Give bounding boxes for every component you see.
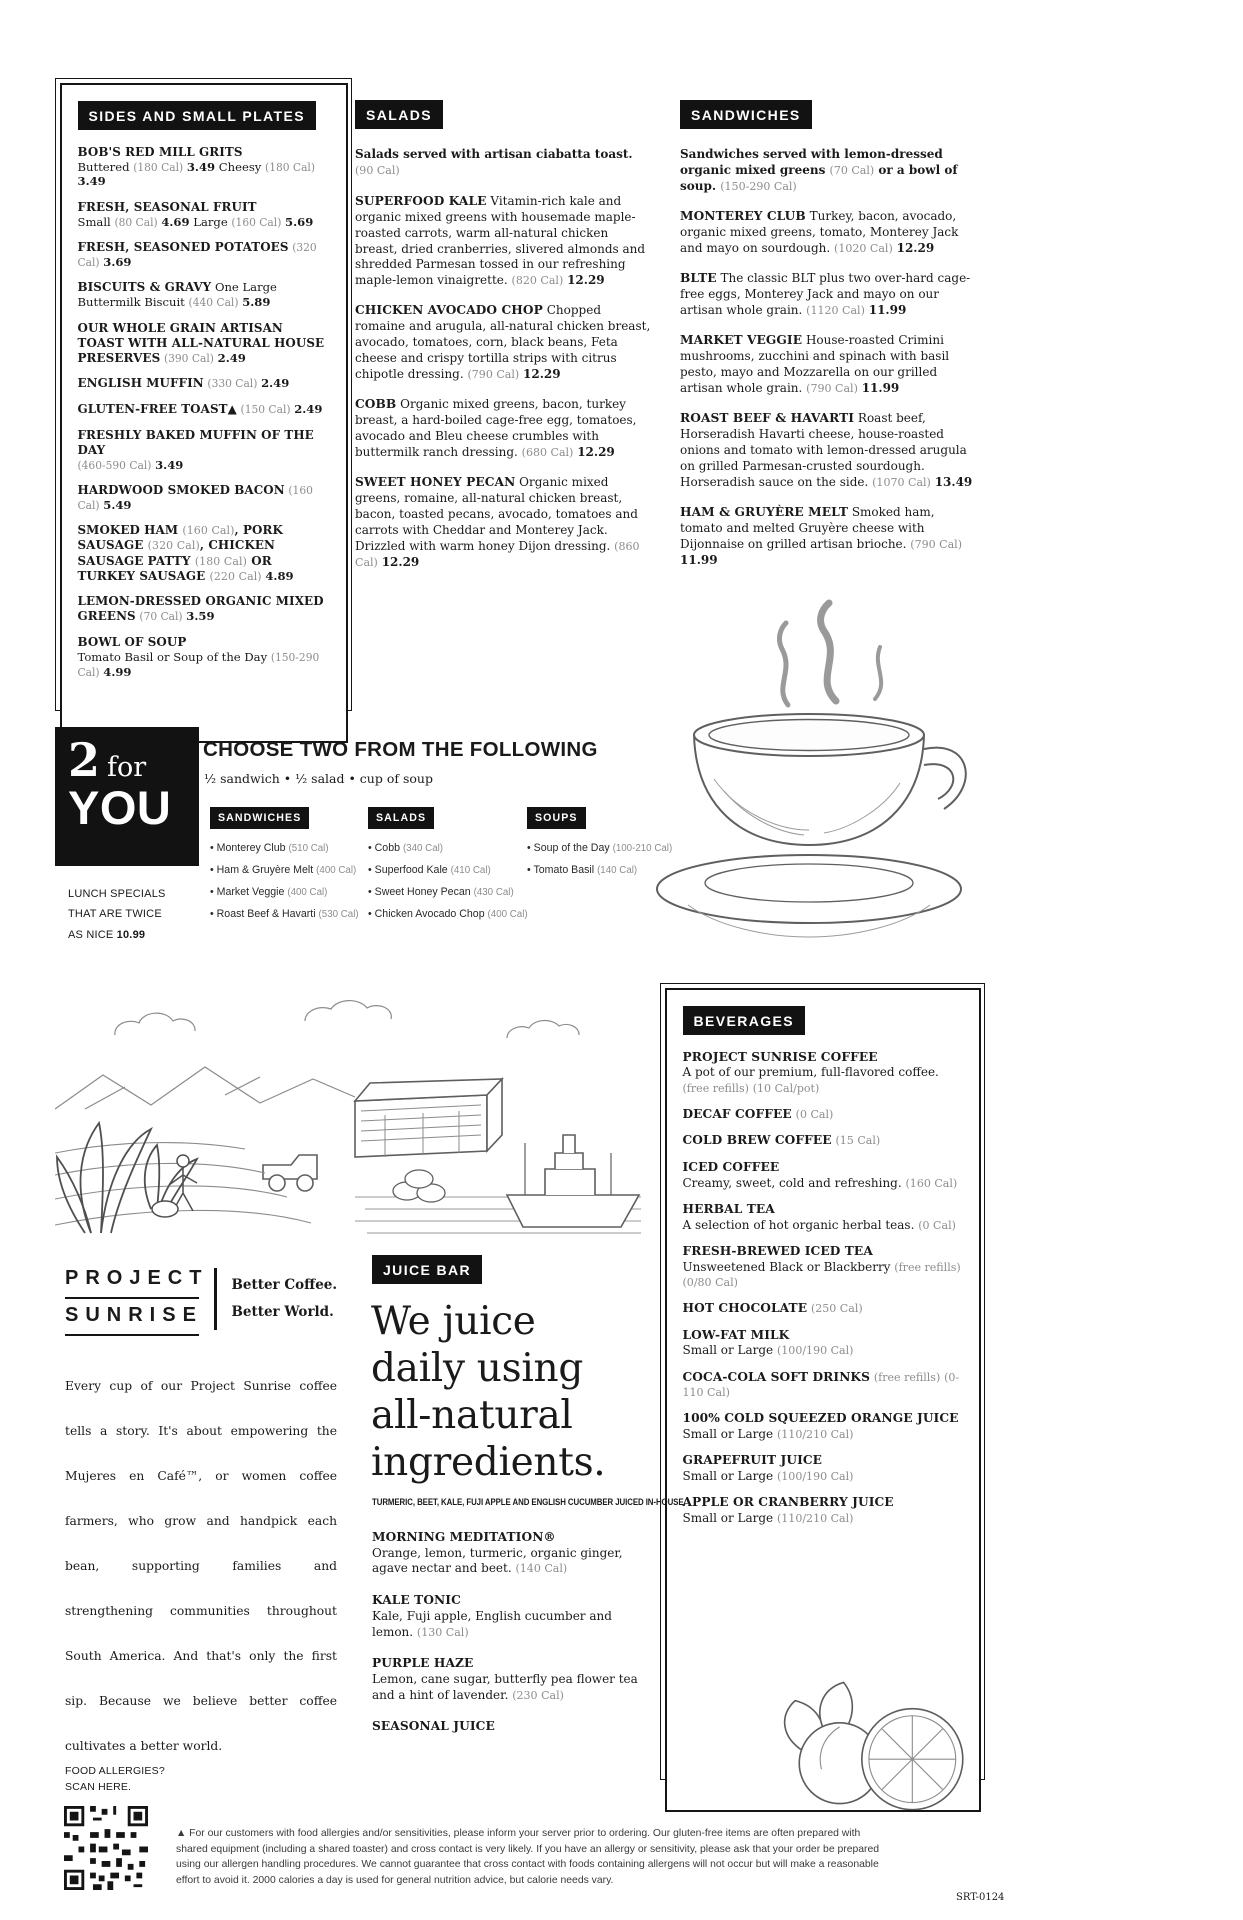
menu-item-detail: House-roasted Crimini mushrooms, zucchini and spinach with basil pesto, mayo and Mozzarella on our grilled artisan whole grain. (790 Cal) 11.99 xyxy=(680,333,950,396)
menu-item-name: GLUTEN-FREE TOAST▲ xyxy=(77,401,237,416)
menu-item xyxy=(683,1133,963,1149)
menu-item xyxy=(78,402,330,417)
coffee-cup-illustration xyxy=(628,583,990,977)
menu-item xyxy=(78,240,330,270)
menu-item xyxy=(78,635,330,680)
mini-badge-sandwiches: SANDWICHES xyxy=(210,807,309,829)
menu-item-desc: A selection of hot organic herbal teas. (0 Cal) xyxy=(682,1217,956,1232)
menu-item xyxy=(372,1530,654,1577)
menu-item-detail: (320 Cal) 3.69 xyxy=(77,240,317,269)
two-for-you-you: YOU xyxy=(68,781,172,835)
menu-item xyxy=(355,302,652,383)
menu-item xyxy=(355,193,652,290)
farm-scene-illustration xyxy=(55,983,641,1246)
menu-item-name: SWEET HONEY PECAN xyxy=(355,474,516,489)
menu-item xyxy=(78,594,330,624)
menu-item-detail: 4.89 xyxy=(265,568,294,583)
menu-item xyxy=(683,1107,963,1123)
menu-item xyxy=(680,504,977,569)
menu-item-detail: Organic mixed greens, bacon, turkey breast, a hard-boiled cage-free egg, tomatoes, avocado and Bleu cheese crumbles with buttermilk ranch dressing. (680 Cal) 12.29 xyxy=(355,397,637,459)
menu-item-name: LEMON-DRESSED ORGANIC MIXED GREENS xyxy=(77,594,324,624)
section-badge-juice-bar: JUICE BAR xyxy=(372,1255,482,1284)
menu-item xyxy=(683,1050,963,1097)
section-badge-beverages: BEVERAGES xyxy=(683,1006,806,1035)
option-item: • Cobb (340 Cal) xyxy=(368,842,528,854)
menu-item-detail: One Large Buttermilk Biscuit (440 Cal) 5.89 xyxy=(77,280,277,310)
headline-line: all-natural xyxy=(371,1393,573,1438)
menu-item-detail: (free refills) (0-110 Cal) xyxy=(682,1370,960,1400)
lunch-note-line: AS NICE 10.99 xyxy=(68,928,146,941)
menu-item-detail: (70 Cal) 3.59 xyxy=(139,609,215,624)
menu-item xyxy=(680,332,977,397)
menu-item-desc: Tomato Basil or Soup of the Day (150-290 Cal) 4.99 xyxy=(77,650,320,679)
salads-intro: Salads served with artisan ciabatta toast. (90 Cal) xyxy=(355,147,633,177)
menu-item-name: LOW-FAT MILK xyxy=(682,1327,790,1342)
menu-item-name: MORNING MEDITATION® xyxy=(372,1530,556,1544)
menu-item-name: COBB xyxy=(355,397,397,412)
menu-item-detail: Organic mixed greens, romaine, all-natural chicken breast, bacon, toasted pecans, avocado, tomatoes and carrots with Cheddar and Monterey Jack. Drizzled with warm honey Dijon dressing. (860 Cal) 12.29 xyxy=(355,474,640,569)
sandwiches-item-list xyxy=(680,208,977,568)
citrus-illustration xyxy=(773,1666,981,1812)
menu-item-desc: Small or Large (100/190 Cal) xyxy=(682,1469,854,1484)
menu-item-name: PURPLE HAZE xyxy=(372,1656,474,1671)
menu-item xyxy=(78,321,330,366)
sandwiches-section xyxy=(680,100,977,582)
lunch-specials-note xyxy=(68,884,166,945)
headline-line: ingredients. xyxy=(371,1440,606,1485)
menu-item xyxy=(683,1244,963,1291)
headline-line: daily using xyxy=(371,1346,583,1391)
lunch-note-line: LUNCH SPECIALS xyxy=(68,888,166,900)
menu-item-desc: Creamy, sweet, cold and refreshing. (160 Cal) xyxy=(682,1175,958,1190)
section-badge-sandwiches: SANDWICHES xyxy=(680,100,812,129)
menu-item-name: ICED COFFEE xyxy=(682,1159,780,1174)
headline-line: We juice xyxy=(371,1299,536,1344)
menu-item-detail: (250 Cal) xyxy=(810,1302,863,1316)
wordmark-line: PROJECT xyxy=(65,1262,199,1299)
menu-item-name: HAM & GRUYÈRE MELT xyxy=(680,504,848,519)
two-for-you-logo xyxy=(55,727,199,866)
menu-item-name: MARKET VEGGIE xyxy=(680,333,803,348)
menu-item-detail: (0 Cal) xyxy=(795,1108,834,1122)
two-for-you-line1 xyxy=(68,733,199,787)
option-item: • Soup of the Day (100-210 Cal) xyxy=(527,842,689,854)
menu-item-name: HARDWOOD SMOKED BACON xyxy=(77,483,285,498)
menu-item-desc: Kale, Fuji apple, English cucumber and lemon. (130 Cal) xyxy=(372,1608,612,1639)
menu-item-detail: (330 Cal) 2.49 xyxy=(207,376,290,391)
menu-item-name: FRESH, SEASONED POTATOES xyxy=(77,239,289,254)
menu-item xyxy=(680,270,977,319)
menu-item xyxy=(78,376,330,391)
menu-item-name: SUPERFOOD KALE xyxy=(355,193,487,208)
option-item: • Monterey Club (510 Cal) xyxy=(210,842,362,854)
menu-item-name: APPLE OR CRANBERRY JUICE xyxy=(682,1495,894,1510)
menu-item xyxy=(372,1719,654,1735)
two-for-you-word: for xyxy=(107,752,147,783)
menu-item xyxy=(683,1160,963,1191)
menu-item xyxy=(683,1370,963,1401)
menu-item-name: OUR WHOLE GRAIN ARTISAN TOAST WITH ALL-NATURAL HOUSE PRESERVES xyxy=(77,320,325,365)
menu-item xyxy=(683,1328,963,1359)
tagline-line: Better World. xyxy=(231,1304,334,1320)
section-badge-salads: SALADS xyxy=(355,100,443,129)
option-item: • Market Veggie (400 Cal) xyxy=(210,886,362,898)
two-for-you-sandwich-options xyxy=(210,842,362,920)
salads-item-list xyxy=(355,193,652,571)
two-for-you-number: 2 xyxy=(68,733,101,787)
menu-item-name: SMOKED HAM (160 Cal), PORK SAUSAGE (320 Cal), CHICKEN SAUSAGE PATTY (180 Cal) OR TURKEY SAUSAGE (220 Cal) xyxy=(77,523,283,583)
menu-item xyxy=(78,200,330,230)
option-item: • Roast Beef & Havarti (530 Cal) xyxy=(210,908,362,920)
option-item: • Chicken Avocado Chop (400 Cal) xyxy=(368,908,528,920)
menu-item-detail: Vitamin-rich kale and organic mixed greens with housemade maple-roasted carrots, warm all-natural chicken breast, dried cranberries, slivered almonds and shredded Parmesan tossed in our refreshing maple-lemon vinaigrette. (820 Cal) 12.29 xyxy=(355,193,646,288)
menu-item-name: COCA-COLA SOFT DRINKS xyxy=(682,1369,871,1384)
menu-item xyxy=(78,428,330,473)
menu-item-name: COLD BREW COFFEE xyxy=(682,1133,832,1148)
menu-item xyxy=(683,1301,963,1317)
salads-section xyxy=(355,100,652,584)
menu-item-name: 100% COLD SQUEEZED ORANGE JUICE xyxy=(682,1411,959,1426)
two-for-you-salad-options xyxy=(368,842,528,920)
menu-item-desc: Lemon, cane sugar, butterfly pea flower tea and a hint of lavender. (230 Cal) xyxy=(372,1671,638,1702)
allergy-scan-prompt xyxy=(65,1763,165,1796)
vertical-divider xyxy=(214,1268,217,1330)
menu-item-detail: Roast beef, Horseradish Havarti cheese, house-roasted onions and tomato with lemon-dressed arugula on grilled Parmesan-crusted sourdough. Horseradish sauce on the side. (1070 Cal) 13.49 xyxy=(680,411,973,489)
menu-item-name: BOB'S RED MILL GRITS xyxy=(77,144,243,159)
option-item: • Superfood Kale (410 Cal) xyxy=(368,864,528,876)
option-item: • Tomato Basil (140 Cal) xyxy=(527,864,689,876)
menu-item xyxy=(355,474,652,571)
project-sunrise-tagline xyxy=(232,1272,338,1326)
beverages-item-list xyxy=(683,1050,963,1527)
menu-item-desc: Small or Large (100/190 Cal) xyxy=(682,1343,854,1358)
menu-item-desc: Small (80 Cal) 4.69 Large (160 Cal) 5.69 xyxy=(77,214,314,229)
menu-item xyxy=(78,280,330,310)
menu-item-detail: Chopped romaine and arugula, all-natural chicken breast, avocado, tomatoes, corn, black beans, Feta cheese and crispy tortilla strips with citrus chipotle dressing. (790 Cal) 12.29 xyxy=(355,303,651,382)
menu-item xyxy=(680,208,977,257)
menu-item-desc: Unsweetened Black or Blackberry (free refills) (0/80 Cal) xyxy=(682,1259,961,1290)
tagline-line: Better Coffee. xyxy=(231,1277,338,1293)
menu-item-detail: (150 Cal) 2.49 xyxy=(240,401,323,416)
sides-item-list xyxy=(78,145,330,680)
menu-item xyxy=(78,523,330,583)
two-for-you-salads-column xyxy=(368,806,528,930)
two-for-you-sandwiches-column xyxy=(210,806,362,930)
allergy-prompt-line: FOOD ALLERGIES? xyxy=(65,1765,165,1777)
project-sunrise-logo xyxy=(65,1262,337,1336)
menu-item-desc: (460-590 Cal) 3.49 xyxy=(77,457,184,472)
menu-item xyxy=(683,1453,963,1484)
project-sunrise-body: Every cup of our Project Sunrise coffee tells a story. It's about empowering the Mujeres en Café™, or women coffee farmers, who grow and handpick each bean, supporting families and strengthening communities throughout South America. And that's only the first sip. Because we believe better coffee cultivates a better world. xyxy=(65,1379,337,1754)
menu-item xyxy=(372,1656,654,1703)
menu-item xyxy=(78,483,330,513)
sides-section xyxy=(55,78,352,711)
menu-item xyxy=(683,1495,963,1526)
qr-code xyxy=(64,1806,148,1890)
beverages-section xyxy=(660,983,985,1780)
section-badge-sides: SIDES AND SMALL PLATES xyxy=(78,101,316,130)
menu-item xyxy=(683,1411,963,1442)
lunch-note-line: THAT ARE TWICE xyxy=(68,908,162,921)
menu-item-desc: A pot of our premium, full-flavored coffee. (free refills) (10 Cal/pot) xyxy=(682,1065,939,1095)
mini-badge-soups: SOUPS xyxy=(527,807,586,829)
menu-item-detail: Smoked ham, tomato and melted Gruyère cheese with Dijonnaise on grilled artisan brioche. (790 Cal) 11.99 xyxy=(680,504,963,567)
menu-item-detail: Turkey, bacon, avocado, organic mixed greens, tomato, Monterey Jack and mayo on sourdough. (1020 Cal) 12.29 xyxy=(680,209,959,256)
choose-two-subheading: ½ sandwich • ½ salad • cup of soup xyxy=(204,771,433,786)
menu-item-name: HOT CHOCOLATE xyxy=(682,1301,808,1316)
wordmark-line: SUNRISE xyxy=(65,1299,199,1336)
juice-bar-subline: TURMERIC, BEET, KALE, FUJI APPLE AND ENGLISH CUCUMBER JUICED IN-HOUSE. xyxy=(372,1497,686,1508)
menu-item-name: BISCUITS & GRAVY xyxy=(77,280,212,295)
menu-item xyxy=(355,396,652,461)
mini-badge-salads: SALADS xyxy=(368,807,434,829)
menu-item-name: HERBAL TEA xyxy=(682,1201,775,1216)
menu-item-name: FRESH, SEASONAL FRUIT xyxy=(77,199,257,214)
option-item: • Ham & Gruyère Melt (400 Cal) xyxy=(210,864,362,876)
option-item: • Sweet Honey Pecan (430 Cal) xyxy=(368,886,528,898)
menu-item-desc: Buttered (180 Cal) 3.49 Cheesy (180 Cal) 3.49 xyxy=(77,159,315,189)
two-for-you-soup-options xyxy=(527,842,689,876)
menu-item-detail: The classic BLT plus two over-hard cage-free eggs, Monterey Jack and mayo on our artisan whole grain. (1120 Cal) 11.99 xyxy=(680,271,971,318)
sheet-code: SRT-0124 xyxy=(956,1892,1005,1903)
menu-item-name: ROAST BEEF & HAVARTI xyxy=(680,411,855,426)
menu-item-desc: Small or Large (110/210 Cal) xyxy=(682,1427,854,1442)
menu-item xyxy=(372,1593,654,1640)
menu-item-name: BLTE xyxy=(680,271,717,286)
menu-item-name: FRESHLY BAKED MUFFIN OF THE DAY xyxy=(77,427,314,457)
menu-item-name: KALE TONIC xyxy=(372,1593,461,1608)
menu-item-name: GRAPEFRUIT JUICE xyxy=(682,1453,823,1468)
allergy-prompt-line: SCAN HERE. xyxy=(65,1781,132,1794)
menu-item-name: CHICKEN AVOCADO CHOP xyxy=(355,303,543,318)
juice-item-list xyxy=(372,1530,654,1751)
menu-item-detail: (390 Cal) 2.49 xyxy=(163,350,246,365)
two-for-you-soups-column xyxy=(527,806,689,886)
menu-item-name: ENGLISH MUFFIN xyxy=(77,376,204,391)
project-sunrise-wordmark xyxy=(65,1262,209,1336)
allergen-fine-print: ▲ For our customers with food allergies and/or sensitivities, please inform your server prior to ordering. Our gluten-free items are often prepared with shared equipment (including a shared toaster) and cross contact is very likely. If you have an allergy or sensitivity, please ask that your order be prepared using our allergen handling procedures. We cannot guarantee that cross contact with foods containing allergens will not occur but will make a reasonable effort to avoid it. 2000 calories a day is used for general nutrition advice, but calorie needs vary. xyxy=(176,1828,880,1886)
menu-item-name: FRESH-BREWED ICED TEA xyxy=(682,1243,873,1258)
menu-item-detail: (160 Cal) 5.49 xyxy=(77,484,313,513)
menu-item-desc: Small or Large (110/210 Cal) xyxy=(682,1511,854,1526)
menu-item-name: PROJECT SUNRISE COFFEE xyxy=(682,1049,878,1064)
menu-item-name: SEASONAL JUICE xyxy=(372,1719,495,1734)
menu-item-name: MONTEREY CLUB xyxy=(680,209,806,224)
menu-item xyxy=(683,1202,963,1233)
menu-item-detail: (15 Cal) xyxy=(835,1134,881,1148)
menu-item-desc: Orange, lemon, turmeric, organic ginger, agave nectar and beet. (140 Cal) xyxy=(372,1545,623,1576)
menu-item-name: DECAF COFFEE xyxy=(682,1107,792,1122)
menu-item xyxy=(78,145,330,190)
menu-item-name: BOWL OF SOUP xyxy=(77,635,187,649)
menu-item xyxy=(680,410,977,491)
choose-two-heading: CHOOSE TWO FROM THE FOLLOWING xyxy=(203,738,598,761)
juice-bar-headline xyxy=(371,1298,605,1486)
sandwiches-intro: Sandwiches served with lemon-dressed organic mixed greens (70 Cal) or a bowl of soup. (150-290 Cal) xyxy=(680,147,958,193)
